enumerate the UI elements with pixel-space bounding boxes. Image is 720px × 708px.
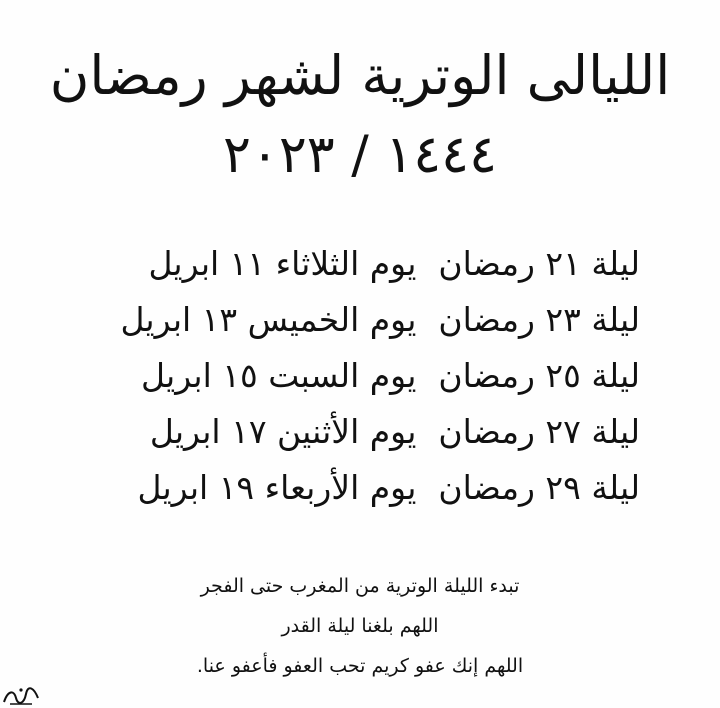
list-item <box>80 348 640 404</box>
list-item <box>80 236 640 292</box>
footer-line: تبدء الليلة الوترية من المغرب حتى الفجر <box>200 575 520 597</box>
night-label: ليلة ٢٥ رمضان <box>438 356 640 395</box>
calligraphy-logo-icon <box>2 684 40 706</box>
list-item <box>80 292 640 348</box>
night-label: ليلة ٢٣ رمضان <box>438 300 640 339</box>
odd-nights-list <box>80 236 640 516</box>
day-date-label: يوم الأربعاء ١٩ ابريل <box>137 468 417 507</box>
night-label: ليلة ٢٧ رمضان <box>438 412 640 451</box>
list-item <box>80 460 640 516</box>
night-label: ليلة ٢٩ رمضان <box>438 468 640 507</box>
page-title: الليالى الوترية لشهر رمضان <box>49 44 671 107</box>
footer-line: اللهم إنك عفو كريم تحب العفو فأعفو عنا. <box>196 655 524 677</box>
day-date-label: يوم الثلاثاء ١١ ابريل <box>148 244 417 283</box>
day-date-label: يوم الخميس ١٣ ابريل <box>120 300 417 339</box>
night-label: ليلة ٢١ رمضان <box>438 244 640 283</box>
footer-prayers <box>100 566 620 686</box>
list-item <box>80 404 640 460</box>
day-date-label: يوم الأثنين ١٧ ابريل <box>149 412 417 451</box>
day-date-label: يوم السبت ١٥ ابريل <box>141 356 417 395</box>
footer-line: اللهم بلغنا ليلة القدر <box>281 615 439 637</box>
year-subtitle: ١٤٤٤ / ٢٠٢٣ <box>222 125 497 185</box>
